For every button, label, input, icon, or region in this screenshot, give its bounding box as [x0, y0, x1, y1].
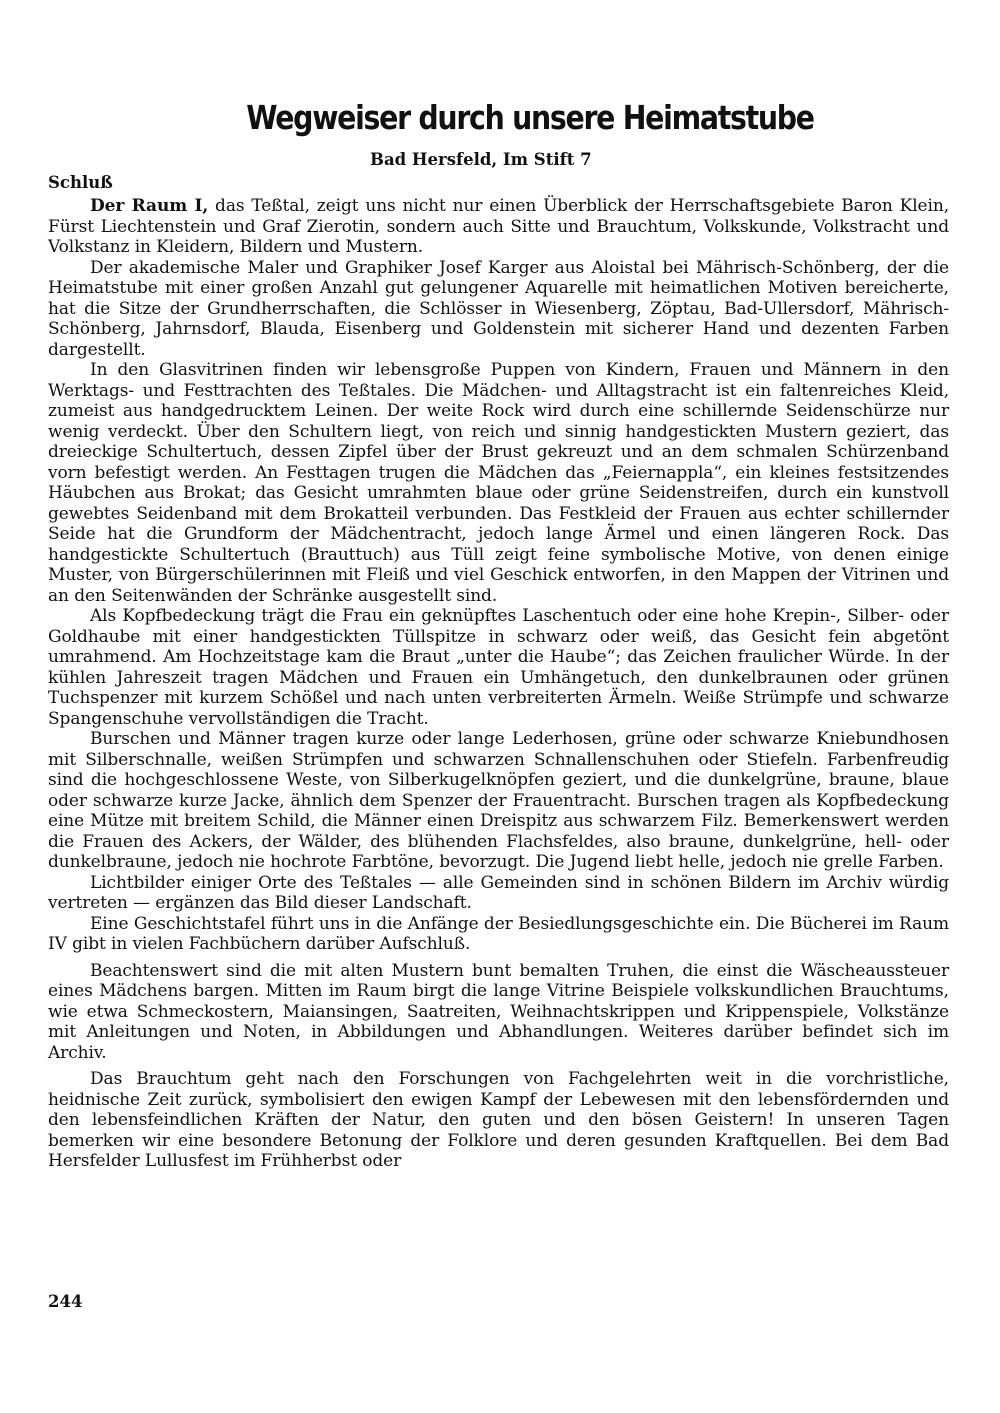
paragraph: Der akademische Maler und Graphiker Josef Karger aus Aloistal bei Mährisch-Schönberg, der die Heimatstube mit einer großen Anzahl gut gelungener Aquarelle mit heimatlichen Motiven bereicherte, hat die Sitze der Grundherrschaften, die Schlösser in Wiesenberg, Zöptau, Bad-Ullersdorf, Mährisch-Schönberg, Jahrnsdorf, Blauda, Eisenberg und Goldenstein mit sicherer Hand und dezenten Farben dargestellt. [48, 257, 949, 360]
paragraph: Lichtbilder einiger Orte des Teßtales — alle Gemeinden sind in schönen Bildern im Archiv würdig vertreten — ergänzen das Bild dieser Landschaft. [48, 872, 949, 913]
paragraph: Eine Geschichtstafel führt uns in die Anfänge der Besiedlungsgeschichte ein. Die Bücherei im Raum IV gibt in vielen Fachbüchern darüber Aufschluß. [48, 913, 949, 954]
paragraph-text: das Teßtal, zeigt uns nicht nur einen Überblick der Herrschaftsgebiete Baron Klein, Fürst Liechtenstein und Graf Zierotin, sondern auch Sitte und Brauchtum, Volkskunde, Volkstracht und Volkstanz in Kleidern, Bildern und Mustern. [48, 196, 949, 257]
paragraph [48, 196, 949, 258]
page-subtitle: Bad Hersfeld, Im Stift 7 [370, 150, 592, 169]
section-label: Schluß [48, 173, 113, 192]
page-title: Wegweiser durch unsere Heimatstube [246, 98, 814, 137]
paragraph: Burschen und Männer tragen kurze oder lange Lederhosen, grüne oder schwarze Kniebundhosen mit Silberschnalle, weißen Strümpfen und schwarzen Schnallenschuhen oder Stiefeln. Farbenfreudig sind die hochgeschlossene Weste, von Silberkugelknöpfen geziert, und die dunkelgrüne, braune, blaue oder schwarze kurze Jacke, ähnlich dem Spenzer der Frauentracht. Burschen tragen als Kopfbedeckung eine Mütze mit breitem Schild, die Männer einen Dreispitz aus schwarzem Filz. Bemerkenswert werden die Frauen des Ackers, der Wälder, des blühenden Flachsfeldes, also braune, dunkelgrüne, hell- oder dunkelbraune, jedoch nie hochrote Farbtöne, bevorzugt. Die Jugend liebt helle, jedoch nie grelle Farben. [48, 729, 949, 872]
paragraph: In den Glasvitrinen finden wir lebensgroße Puppen von Kindern, Frauen und Männern in den Werktags- und Festtrachten des Teßtales. Die Mädchen- und Alltagstracht ist ein faltenreiches Kleid, zumeist aus handgedrucktem Leinen. Der weite Rock wird durch eine schillernde Seidenschürze nur wenig verdeckt. Über den Schultern liegt, von reich und sinnig handgestickten Mustern geziert, das dreieckige Schultertuch, dessen Zipfel über der Brust gekreuzt und an dem schmalen Schürzenband vorn befestigt werden. An Festtagen trugen die Mädchen das „Feiernappla“, ein kleines festsitzendes Häubchen aus Brokat; das Gesicht umrahmten blaue oder grüne Seidenstreifen, durch ein kunstvoll gewebtes Seidenband mit dem Brokatteil verbunden. Das Festkleid der Frauen aus echter schillernder Seide hat die Grundform der Mädchentracht, jedoch lange Ärmel und einen längeren Rock. Das handgestickte Schultertuch (Brauttuch) aus Tüll zeigt feine symbolische Motive, von denen einige Muster, von Bürgerschülerinnen mit Fleiß und viel Geschick entworfen, in den Mappen der Vitrinen und an den Seitenwänden der Schränke ausgestellt sind. [48, 360, 949, 606]
paragraph: Beachtenswert sind die mit alten Mustern bunt bemalten Truhen, die einst die Wäscheaussteuer eines Mädchens bargen. Mitten im Raum birgt die lange Vitrine Beispiele volkskundlichen Brauchtums, wie etwa Schmeckostern, Maiansingen, Saatreiten, Weihnachtskrippen und Krippenspiele, Volkstänze mit Anleitungen und Noten, in Abbildungen und Abhandlungen. Weiteres darüber befindet sich im Archiv. [48, 960, 949, 1063]
paragraph: Das Brauchtum geht nach den Forschungen von Fachgelehrten weit in die vorchristliche, heidnische Zeit zurück, symbolisiert den ewigen Kampf der Lebewesen mit den lebensfördernden und den lebensfeindlichen Kräften der Natur, den guten und den bösen Geistern! In unseren Tagen bemerken wir eine besondere Betonung der Folklore und deren gesunden Kraftquellen. Bei dem Bad Hersfelder Lullusfest im Frühherbst oder [48, 1069, 949, 1171]
article-body [48, 196, 949, 1172]
page-number: 244 [48, 1292, 83, 1311]
paragraph-lead: Der Raum I, [90, 196, 209, 216]
paragraph: Als Kopfbedeckung trägt die Frau ein geknüpftes Laschentuch oder eine hohe Krepin-, Silber- oder Goldhaube mit einer handgestickten Tüllspitze in schwarz oder weiß, das Gesicht fein abgetönt umrahmend. Am Hochzeitstage kam die Braut „unter die Haube“; das Zeichen fraulicher Würde. In der kühlen Jahreszeit tragen Mädchen und Frauen ein Umhängetuch, den dunkelbraunen oder grünen Tuchspenzer mit kurzem Schößel und nach unten verbreiterten Ärmeln. Weiße Strümpfe und schwarze Spangenschuhe vervollständigen die Tracht. [48, 606, 949, 729]
